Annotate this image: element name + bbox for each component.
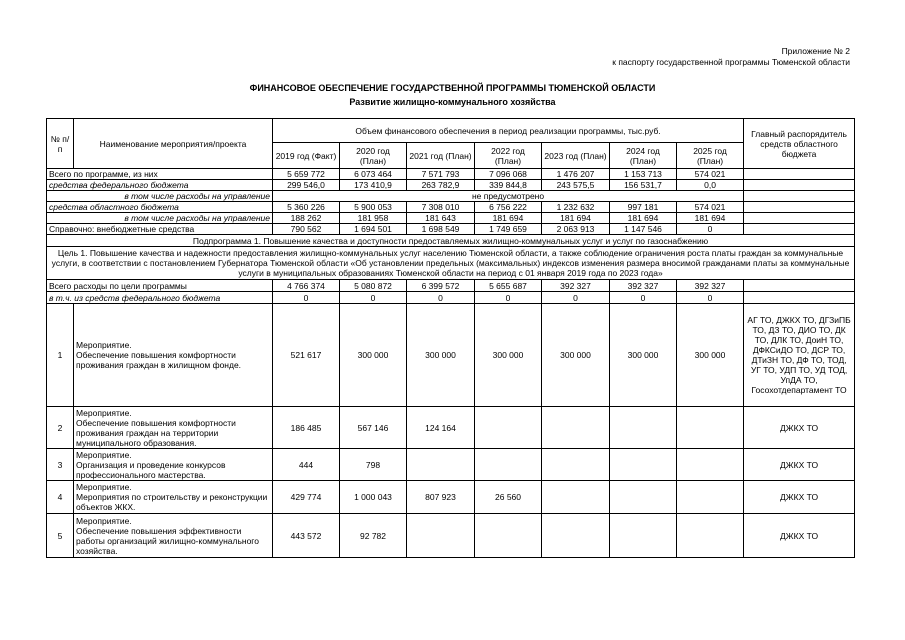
measure-number: 1 — [47, 304, 74, 407]
value-cell: 1 153 713 — [610, 169, 677, 180]
manager-cell — [744, 202, 855, 213]
value-cell: 1 749 659 — [475, 224, 542, 235]
manager-cell: ДЖКХ ТО — [744, 481, 855, 514]
measure-name: Мероприятие. Обеспечение повышения комфортности проживания граждан на территории муниципального образования. — [74, 407, 273, 449]
value-cell: 5 080 872 — [340, 280, 407, 292]
appendix-note — [612, 46, 850, 68]
value-cell: 300 000 — [677, 304, 744, 407]
value-cell: 790 562 — [273, 224, 340, 235]
value-cell: 1 232 632 — [542, 202, 610, 213]
measure-row — [47, 481, 855, 514]
value-cell: 173 410,9 — [340, 180, 407, 191]
value-cell: 181 643 — [407, 213, 475, 224]
value-cell: 392 327 — [542, 280, 610, 292]
value-cell — [610, 407, 677, 449]
summary-label: в том числе расходы на управление — [47, 213, 273, 224]
value-cell: 5 360 226 — [273, 202, 340, 213]
row-label: в т.ч. из средств федерального бюджета — [47, 292, 273, 304]
manager-cell — [744, 224, 855, 235]
year-header: 2025 год (План) — [677, 143, 744, 169]
manager-cell: ДЖКХ ТО — [744, 407, 855, 449]
value-cell — [610, 449, 677, 481]
value-cell: 0 — [475, 292, 542, 304]
summary-row — [47, 202, 855, 213]
value-cell: 4 766 374 — [273, 280, 340, 292]
value-cell: 7 308 010 — [407, 202, 475, 213]
value-cell: 574 021 — [677, 169, 744, 180]
value-cell: 5 659 772 — [273, 169, 340, 180]
value-cell — [407, 514, 475, 558]
value-cell: 181 958 — [340, 213, 407, 224]
value-cell — [610, 514, 677, 558]
value-cell: 429 774 — [273, 481, 340, 514]
value-cell: 997 181 — [610, 202, 677, 213]
value-cell: 798 — [340, 449, 407, 481]
summary-row — [47, 191, 855, 202]
summary-label: средства федерального бюджета — [47, 180, 273, 191]
value-cell: 26 560 — [475, 481, 542, 514]
manager-cell — [744, 180, 855, 191]
header-row — [47, 119, 855, 143]
value-cell: 1 147 546 — [610, 224, 677, 235]
value-cell — [542, 449, 610, 481]
value-cell: 300 000 — [475, 304, 542, 407]
value-cell: 6 073 464 — [340, 169, 407, 180]
value-cell: 1 000 043 — [340, 481, 407, 514]
value-cell: 181 694 — [542, 213, 610, 224]
measure-number: 5 — [47, 514, 74, 558]
value-cell: 124 164 — [407, 407, 475, 449]
measure-row — [47, 407, 855, 449]
document-subtitle: Развитие жилищно-коммунального хозяйства — [349, 97, 556, 107]
goal-federal-row — [47, 292, 855, 304]
year-header: 2019 год (Факт) — [273, 143, 340, 169]
value-cell: 0 — [610, 292, 677, 304]
measure-name: Мероприятие. Обеспечение повышения эффективности работы организаций жилищно-коммунального хозяйства. — [74, 514, 273, 558]
value-cell: 263 782,9 — [407, 180, 475, 191]
value-cell: 0 — [677, 224, 744, 235]
value-cell: 2 063 913 — [542, 224, 610, 235]
value-cell — [542, 481, 610, 514]
summary-label: в том числе расходы на управление — [47, 191, 273, 202]
measure-row — [47, 449, 855, 481]
value-cell — [407, 449, 475, 481]
value-cell: 181 694 — [475, 213, 542, 224]
manager-cell — [744, 191, 855, 202]
value-cell: 6 399 572 — [407, 280, 475, 292]
merged-value-cell: не предусмотрено — [273, 191, 744, 202]
financing-table — [46, 118, 855, 558]
value-cell — [542, 514, 610, 558]
col-manager-header: Главный распорядитель средств областного бюджета — [744, 119, 855, 169]
value-cell: 188 262 — [273, 213, 340, 224]
value-cell: 181 694 — [677, 213, 744, 224]
manager-cell — [744, 213, 855, 224]
measure-name: Мероприятие. Обеспечение повышения комфортности проживания граждан в жилищном фонде. — [74, 304, 273, 407]
manager-cell: АГ ТО, ДЖКХ ТО, ДГЗиПБ ТО, ДЗ ТО, ДИО ТО, ДК ТО, ДЛК ТО, ДоиН ТО, ДФКСиДО ТО, ДСР ТО, ДТиЗН ТО, ДФ ТО, ТОД, УГ ТО, УДП ТО, УД ТОД, УпДА ТО, Госохотдепартамент ТО — [744, 304, 855, 407]
measure-number: 4 — [47, 481, 74, 514]
year-header: 2023 год (План) — [542, 143, 610, 169]
measure-number: 2 — [47, 407, 74, 449]
summary-row — [47, 213, 855, 224]
summary-row — [47, 180, 855, 191]
value-cell — [677, 481, 744, 514]
value-cell: 7 096 068 — [475, 169, 542, 180]
value-cell: 156 531,7 — [610, 180, 677, 191]
summary-label: Справочно: внебюджетные средства — [47, 224, 273, 235]
value-cell: 392 327 — [677, 280, 744, 292]
summary-row — [47, 224, 855, 235]
measure-number: 3 — [47, 449, 74, 481]
col-volume-header: Объем финансового обеспечения в период реализации программы, тыс.руб. — [273, 119, 744, 143]
goal-text: Цель 1. Повышение качества и надежности предоставления жилищно-коммунальных услуг населению Тюменской области, а также соблюдение ограничения роста платы граждан за коммунальные услуги, в соответствии с постановлением Губернатора Тюменской области «Об установлении предельных (максимальных) индексов изменения размера вносимой гражданами платы за коммунальные услуги в муниципальных образованиях Тюменской области на период с 01 января 2019 года по 2023 года» — [47, 247, 855, 280]
year-header: 2024 год (План) — [610, 143, 677, 169]
value-cell: 0 — [407, 292, 475, 304]
value-cell: 567 146 — [340, 407, 407, 449]
value-cell: 1 698 549 — [407, 224, 475, 235]
manager-cell: ДЖКХ ТО — [744, 514, 855, 558]
value-cell: 443 572 — [273, 514, 340, 558]
col-num-header: № п/п — [47, 119, 74, 169]
row-label: Всего расходы по цели программы — [47, 280, 273, 292]
value-cell: 0 — [340, 292, 407, 304]
value-cell — [610, 481, 677, 514]
value-cell: 339 844,8 — [475, 180, 542, 191]
measure-row — [47, 304, 855, 407]
value-cell: 0 — [677, 292, 744, 304]
value-cell: 300 000 — [542, 304, 610, 407]
value-cell: 0 — [273, 292, 340, 304]
summary-label: Всего по программе, из них — [47, 169, 273, 180]
value-cell — [475, 449, 542, 481]
value-cell: 574 021 — [677, 202, 744, 213]
summary-row — [47, 169, 855, 180]
goal-total-row — [47, 280, 855, 292]
value-cell: 5 655 687 — [475, 280, 542, 292]
value-cell — [475, 514, 542, 558]
year-header: 2020 год (План) — [340, 143, 407, 169]
value-cell — [475, 407, 542, 449]
manager-cell — [744, 280, 855, 292]
value-cell: 299 546,0 — [273, 180, 340, 191]
value-cell: 186 485 — [273, 407, 340, 449]
value-cell — [677, 449, 744, 481]
measure-row — [47, 514, 855, 558]
summary-label: средства областного бюджета — [47, 202, 273, 213]
value-cell: 392 327 — [610, 280, 677, 292]
value-cell — [677, 407, 744, 449]
goal-row — [47, 247, 855, 280]
col-name-header: Наименование мероприятия/проекта — [74, 119, 273, 169]
year-header: 2022 год (План) — [475, 143, 542, 169]
value-cell: 0 — [542, 292, 610, 304]
manager-cell: ДЖКХ ТО — [744, 449, 855, 481]
value-cell: 5 900 053 — [340, 202, 407, 213]
value-cell: 7 571 793 — [407, 169, 475, 180]
subprogram-row — [47, 235, 855, 247]
document-title: ФИНАНСОВОЕ ОБЕСПЕЧЕНИЕ ГОСУДАРСТВЕННОЙ ПРОГРАММЫ ТЮМЕНСКОЙ ОБЛАСТИ — [249, 83, 656, 93]
value-cell: 0,0 — [677, 180, 744, 191]
year-header: 2021 год (План) — [407, 143, 475, 169]
value-cell — [542, 407, 610, 449]
appendix-line-1: Приложение № 2 — [781, 46, 850, 56]
value-cell: 1 476 207 — [542, 169, 610, 180]
manager-cell — [744, 169, 855, 180]
measure-name: Мероприятие. Организация и проведение конкурсов профессионального мастерства. — [74, 449, 273, 481]
value-cell: 521 617 — [273, 304, 340, 407]
value-cell: 300 000 — [610, 304, 677, 407]
value-cell: 300 000 — [407, 304, 475, 407]
value-cell — [677, 514, 744, 558]
value-cell: 181 694 — [610, 213, 677, 224]
value-cell: 6 756 222 — [475, 202, 542, 213]
value-cell: 1 694 501 — [340, 224, 407, 235]
measure-name: Мероприятие. Мероприятия по строительству и реконструкции объектов ЖКХ. — [74, 481, 273, 514]
subprogram-title: Подпрограмма 1. Повышение качества и доступности предоставляемых жилищно-коммунальных услуг и услуг по газоснабжению — [47, 235, 855, 247]
value-cell: 243 575,5 — [542, 180, 610, 191]
manager-cell — [744, 292, 855, 304]
value-cell: 300 000 — [340, 304, 407, 407]
value-cell: 807 923 — [407, 481, 475, 514]
value-cell: 92 782 — [340, 514, 407, 558]
appendix-line-2: к паспорту государственной программы Тюменской области — [612, 57, 850, 67]
value-cell: 444 — [273, 449, 340, 481]
